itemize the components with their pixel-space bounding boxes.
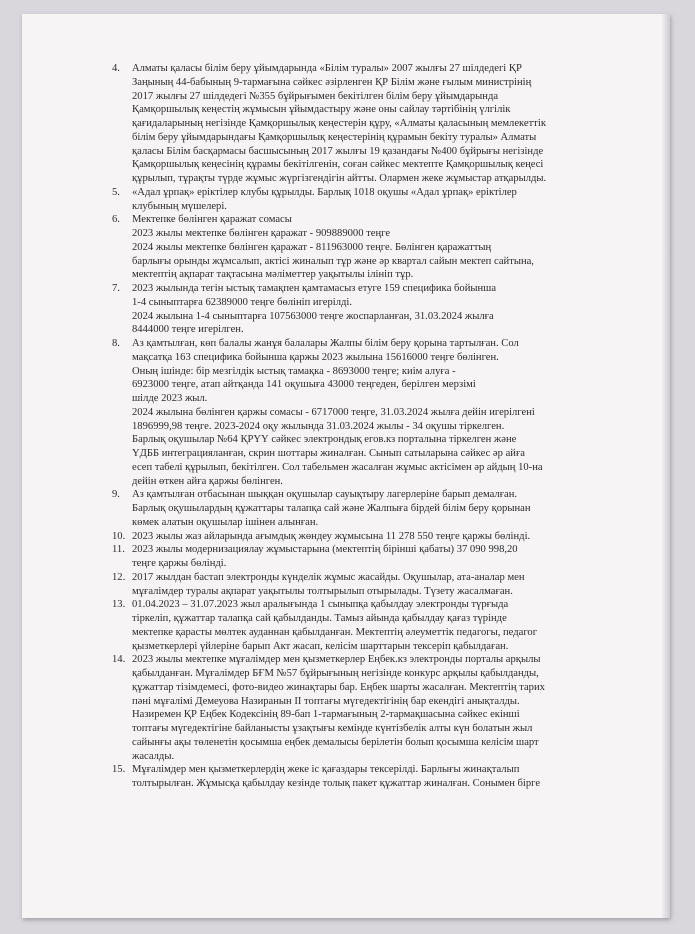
- text-line: жасалды.: [132, 750, 175, 762]
- item-number: 8.: [112, 338, 120, 349]
- document-page: [22, 14, 670, 918]
- text-line: есеп табелі құрылып, бекітілген. Сол табельмен жасалған жұмыс актісімен әр айдың 10-на: [132, 461, 543, 473]
- text-line: 2017 жылғы 27 шілдедегі №355 бұйрығымен бекітілген білім беру ұйымдарында: [132, 90, 499, 102]
- text-line: Алматы қаласы білім беру ұйымдарында «Білім туралы» 2007 жылғы 27 шілдедегі ҚР: [132, 63, 522, 74]
- text-line: 2017 жылдан бастап электронды күнделік жұмыс жасайды. Оқушылар, ата-аналар мен: [132, 571, 525, 583]
- text-line: 2023 жылы мектепке мұғалімдер мен қызметкерлер Еңбек.кз электронды порталы арқылы: [132, 654, 541, 666]
- text-line: 8444000 теңге игерілген.: [132, 324, 244, 336]
- text-line: 01.04.2023 – 31.07.2023 жыл аралығында 1 сыныпқа қабылдау электронды түрғыда: [132, 599, 509, 611]
- text-line: қабылданған. Мұғалімдер БҒМ №57 бұйрығының негізінде конкурс арқылы қабылданды,: [132, 668, 539, 679]
- text-line: Назиремен ҚР Еңбек Кодексінің 89-бап 1-тармағының 2-тармақшасына сәйкес екінші: [132, 709, 520, 721]
- list-item: [114, 571, 644, 599]
- item-number: 15.: [112, 764, 126, 776]
- text-line: тіркеліп, құжаттар талапқа сай қабылданды. Тамыз айында қабылдау қағаз түрінде: [132, 613, 507, 624]
- text-line: «Адал ұрпақ» еріктілер клубы құрылды. Барлық 1018 оқушы «Адал ұрпақ» еріктілер: [132, 186, 517, 198]
- list-item: [114, 213, 644, 282]
- page-edge-shadow: [662, 14, 670, 918]
- text-line: сайынғы ақы төленетін қосымша еңбек демалысы берілетін болып қосымша келісім шарт: [132, 736, 539, 748]
- text-line: қаласы Білім басқармасы басшысының 2017 жылғы 19 қазандағы №400 бұйрығы негізінде: [132, 145, 544, 157]
- item-number: 13.: [112, 599, 126, 611]
- text-line: құрылып, тұрақты түрде жұмыс жүргізгендігін айтты. Олармен жеке жұмыстар атқарылды.: [132, 173, 547, 184]
- list-item: [114, 337, 644, 488]
- text-line: құжаттар тізімдемесі, фото-видео жинақтары бар. Еңбек шарты жасалған. Мектептің тарих: [132, 681, 545, 693]
- item-number: 10.: [112, 530, 126, 542]
- text-line: 2023 жылы модернизациялау жұмыстарына (мектептің бірінші қабаты) 37 090 998,20: [132, 544, 518, 556]
- text-line: толтырылған. Жұмысқа қабылдау кезінде толық пакет құжаттар жиналған. Сонымен бірге: [132, 778, 541, 789]
- text-line: пәні мұғалімі Демеуова Назиранын II топтағы мүгедектігінің бар екендігі анықталды.: [132, 695, 520, 707]
- item-number: 9.: [112, 489, 120, 501]
- text-line: топтағы мүгедектігіне байланысты ұзақтығы кемінде күнтізбелік алты күн болатын жыл: [132, 723, 533, 734]
- list-item: [114, 62, 644, 186]
- list-item: [114, 186, 644, 214]
- text-line: мұғалімдер туралы ақпарат уақытылы толтырылып отырылады. Түзету жасалмаған.: [132, 585, 513, 597]
- text-line: 2024 жылына бөлінген қаржы сомасы - 6717000 теңге, 31.03.2024 жылға дейін игерілгені: [132, 406, 535, 418]
- text-line: көмек алатын оқушылар ішінен алынған.: [132, 516, 319, 528]
- text-line: 2023 жылы мектепке бөлінген қаражат - 909889000 теңге: [132, 228, 391, 239]
- item-number: 11.: [112, 544, 125, 556]
- text-line: мектептің ақпарат тақтасына мәліметтер уақытылы ілініп тұр.: [132, 269, 414, 281]
- text-line: 2023 жылында тегін ыстық тамақпен қамтамасыз етуге 159 спецификa бойынша: [132, 283, 497, 294]
- text-line: Барлық оқушылардың құжаттары талапқа сай және Жалпыға бірдей білім беру қорынан: [132, 503, 531, 514]
- text-line: теңге қаржы бөлінді.: [132, 558, 227, 569]
- item-number: 5.: [112, 186, 120, 198]
- text-line: Аз қамтылған, көп балалы жанұя балалары Жалпы білім беру қорына тартылған. Сол: [132, 338, 519, 349]
- text-line: мектепке қарасты мөлтек ауданнан қабылданған. Мектептің әлеуметтік педагогы, педагог: [132, 626, 538, 638]
- text-line: Оның ішінде: бір мезгілдік ыстық тамақка - 8693000 теңге; киім алуға -: [132, 365, 456, 377]
- text-line: шілде 2023 жыл.: [132, 393, 208, 404]
- text-line: 2023 жылы жаз айларында ағымдық жөндеу жұмысына 11 278 550 теңге қаржы бөлінді.: [132, 530, 531, 542]
- text-line: Қамқоршылық кеңесінің құрамы бекітілгенін, соған сәйкес мектепте Қамқоршылық кеңесі: [132, 159, 544, 171]
- text-line: дейін өткен айға қаржы бөлінген.: [132, 475, 283, 487]
- text-line: білім беру ұйымдарындағы Қамқоршылық кеңестерінің құрамын бекіту туралы» Алматы: [132, 131, 537, 143]
- document-body: [114, 62, 644, 791]
- item-number: 12.: [112, 571, 126, 583]
- text-line: Барлық оқушылар №64 ҚРҮҮ сәйкес электрондық егов.кз порталына тіркелген және: [132, 434, 517, 446]
- text-line: 2024 жылы мектепке бөлінген қаражат - 811963000 теңге. Бөлінген қаражаттың: [132, 241, 492, 253]
- list-item: [114, 763, 644, 791]
- text-line: Мектепке бөлінген қаражат сомасы: [132, 214, 292, 226]
- list-item: [114, 653, 644, 763]
- list-item: [114, 543, 644, 571]
- list-item: [114, 282, 644, 337]
- text-line: қызметкерлері үйлеріне барып Акт жасап, келісім шарттарын тексеріп қабылдаған.: [132, 640, 509, 652]
- text-line: Мұғалімдер мен қызметкерлердің жеке іс қағаздары тексерілді. Барлығы жинақталып: [132, 764, 520, 776]
- text-line: клубының мүшелері.: [132, 200, 227, 212]
- text-line: 6923000 теңге, атап айтқанда 141 оқушыға 43000 теңгеден, берілген мерзімі: [132, 379, 476, 391]
- item-number: 6.: [112, 214, 120, 226]
- text-line: қағидаларының негізінде Қамқоршылық кеңестерін құру, «Алматы қаласының мемлекеттік: [132, 118, 546, 129]
- text-line: ҮДББ интеграцияланған, скрин шоттары жиналған. Сынып сатыларына сәйкес әр айға: [132, 448, 525, 459]
- list-item: [114, 530, 644, 544]
- text-line: Заңының 44-бабының 9-тармағына сәйкес әзірленген ҚР Білім және ғылым министрінің: [132, 76, 532, 88]
- list-item: [114, 598, 644, 653]
- item-number: 7.: [112, 283, 120, 294]
- text-line: 1896999,98 теңге. 2023-2024 оқу жылында 31.03.2024 жылы - 34 оқушы тіркелген.: [132, 420, 505, 432]
- list-item: [114, 488, 644, 529]
- text-line: барлығы орынды жұмсалып, актісі жиналып тұр және әр квартал сайын мектеп сайтына,: [132, 255, 534, 267]
- item-number: 4.: [112, 63, 120, 74]
- text-line: мақсатқа 163 спецификa бойынша қаржы 2023 жылына 15616000 теңге бөлінген.: [132, 351, 499, 363]
- text-line: 1-4 сыныптарға 62389000 теңге бөлініп игерілді.: [132, 296, 353, 308]
- text-line: 2024 жылына 1-4 сыныптарға 107563000 теңге жоспарланған, 31.03.2024 жылға: [132, 310, 494, 322]
- item-number: 14.: [112, 654, 126, 666]
- text-line: Аз қамтылған отбасынан шыққан оқушылар сауықтыру лагерлеріне барып демалған.: [132, 489, 518, 501]
- text-line: Қамқоршылық кеңестің жұмысын ұйымдастыру және оны сайлау тәртібінің үлгілік: [132, 104, 511, 116]
